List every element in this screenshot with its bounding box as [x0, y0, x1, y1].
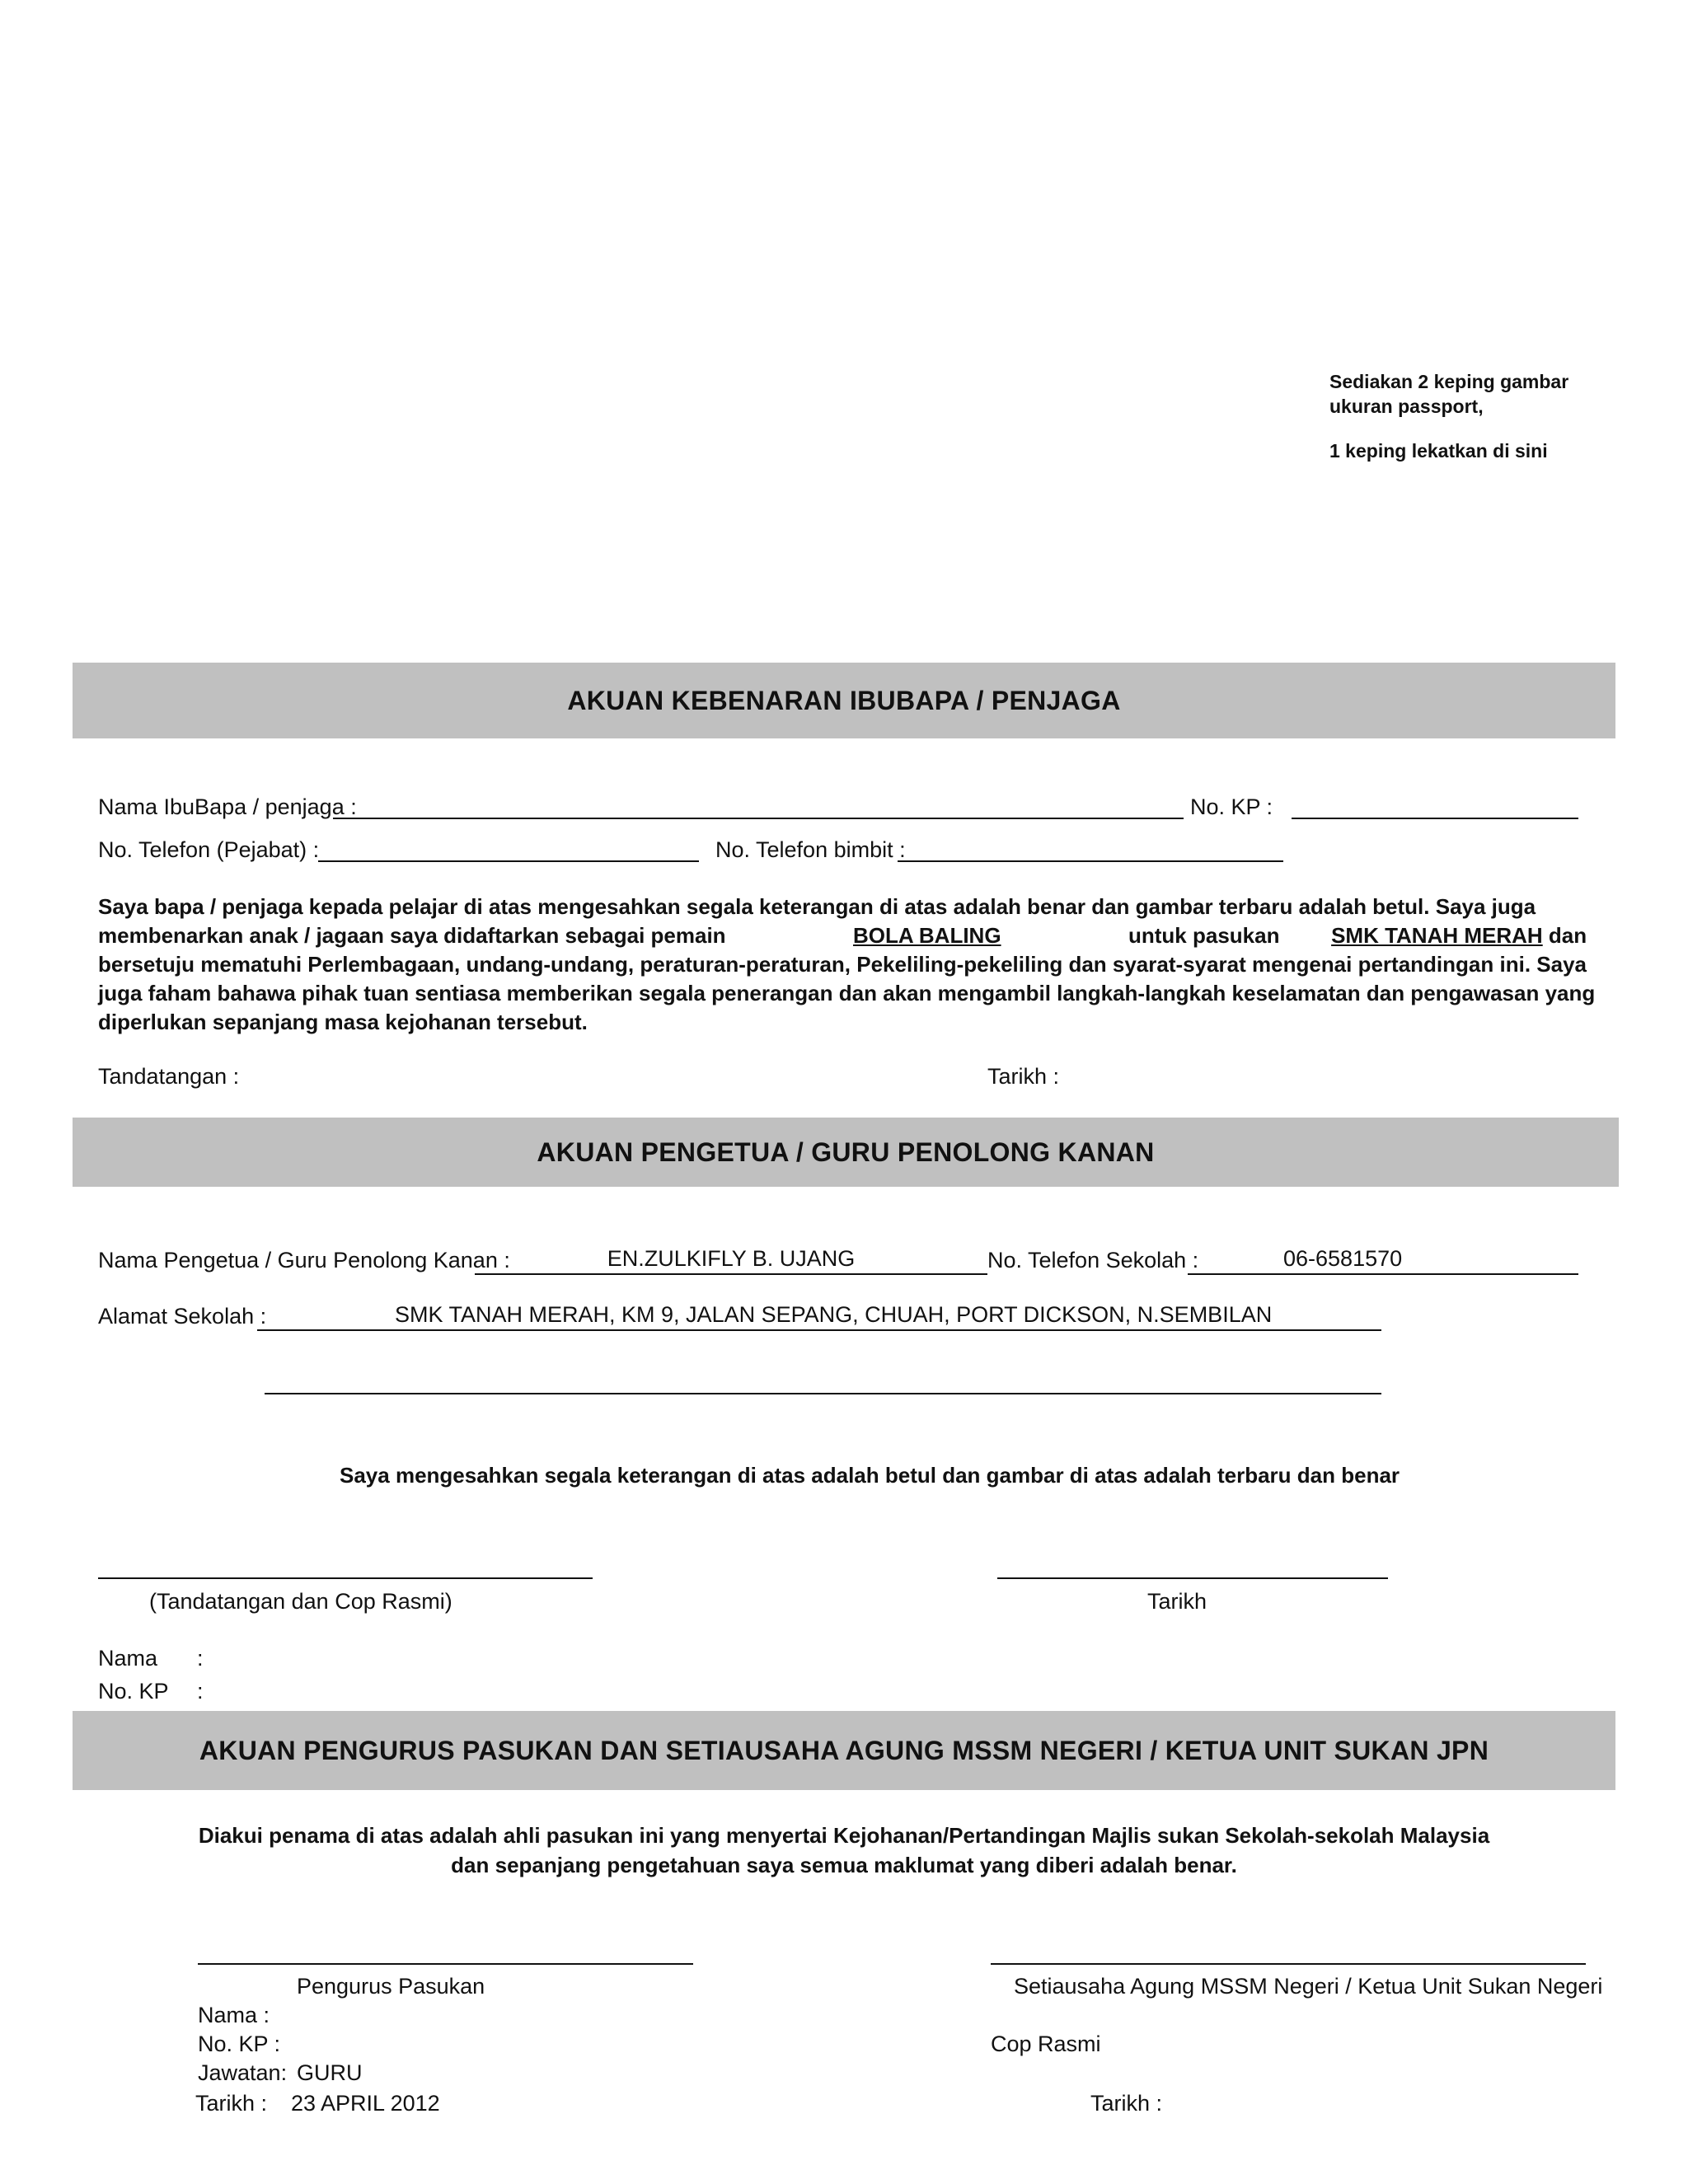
school-address-field-line2[interactable]	[265, 1393, 1381, 1394]
principal-signature-caption: (Tandatangan dan Cop Rasmi)	[149, 1589, 452, 1614]
manager-kp-label: No. KP :	[198, 2032, 281, 2056]
manager-jawatan-value: GURU	[297, 2060, 363, 2085]
section-principal-header	[73, 1118, 1619, 1187]
parent-ic-label: No. KP :	[1190, 794, 1273, 819]
principal-nama-label: Nama	[98, 1646, 158, 1671]
manager-jawatan-label: Jawatan:	[198, 2060, 288, 2085]
principal-kp-colon: :	[197, 1679, 204, 1704]
parent-consent-statement	[98, 893, 1606, 1037]
consent-text-part3: dan bersetuju mematuhi Perlembagaan, undang-undang, peraturan-peraturan, Pekeliling-pekeliling dan syarat-syarat mengenai pertandingan ini. Saya juga faham bahawa pihak tuan sentiasa memberikan segala penerangan dan akan mengambil langkah-langkah keselamatan dan pengawasan yang diperlukan sepanjang masa kejohanan tersebut.	[98, 923, 1596, 1034]
manager-tarikh-value: 23 APRIL 2012	[291, 2091, 440, 2116]
section-team-manager-header	[73, 1711, 1615, 1790]
school-address-label: Alamat Sekolah :	[98, 1304, 267, 1329]
consent-text-part2: untuk pasukan	[1122, 923, 1286, 948]
team-manager-statement-line1: Diakui penama di atas adalah ahli pasukan ini yang menyertai Kejohanan/Pertandingan Majlis sukan Sekolah-sekolah Malaysia	[198, 1823, 1490, 1848]
school-phone-field[interactable]	[1188, 1247, 1578, 1275]
principal-date-line[interactable]	[997, 1577, 1388, 1579]
school-address-field[interactable]	[257, 1303, 1381, 1331]
principal-name-label: Nama Pengetua / Guru Penolong Kanan :	[98, 1248, 510, 1272]
team-manager-statement-line2: dan sepanjang pengetahuan saya semua maklumat yang diberi adalah benar.	[451, 1853, 1237, 1877]
school-address-value: SMK TANAH MERAH, KM 9, JALAN SEPANG, CHUAH, PORT DICKSON, N.SEMBILAN	[395, 1302, 1273, 1327]
section-team-manager-title: AKUAN PENGURUS PASUKAN DAN SETIAUSAHA AGUNG MSSM NEGERI / KETUA UNIT SUKAN JPN	[199, 1735, 1489, 1765]
consent-text-part1: Saya bapa / penjaga kepada pelajar di atas mengesahkan segala keterangan di atas adalah benar dan gambar terbaru adalah betul. Saya juga membenarkan anak / jagaan saya didaftarkan sebagai pemain	[98, 894, 1536, 948]
team-manager-statement	[73, 1821, 1615, 1880]
parent-ic-field[interactable]	[1292, 818, 1578, 819]
section-parent-consent-title: AKUAN KEBENARAN IBUBAPA / PENJAGA	[567, 685, 1121, 715]
tarikh-row-clipped	[190, 2090, 1179, 2116]
school-phone-value: 06-6581570	[1283, 1246, 1403, 1271]
parent-name-field[interactable]	[333, 818, 1184, 819]
photo-note-line3: 1 keping lekatkan di sini	[1329, 440, 1548, 462]
secretary-caption: Setiausaha Agung MSSM Negeri / Ketua Unit Sukan Negeri	[1014, 1974, 1603, 1999]
photo-instruction	[1329, 369, 1568, 463]
office-phone-label: No. Telefon (Pejabat) :	[98, 837, 320, 862]
section-parent-consent-header	[73, 663, 1615, 738]
secretary-tarikh-label: Tarikh :	[1090, 2091, 1163, 2116]
school-phone-label: No. Telefon Sekolah :	[987, 1248, 1199, 1272]
secretary-signature-line[interactable]	[991, 1963, 1586, 1965]
principal-signature-line[interactable]	[98, 1577, 593, 1579]
mobile-phone-field[interactable]	[898, 860, 1283, 862]
manager-nama-label: Nama :	[198, 2003, 270, 2027]
signature-row-clipped	[91, 1062, 1080, 1089]
principal-nama-colon: :	[197, 1646, 204, 1671]
team-value: SMK TANAH MERAH	[1331, 923, 1543, 948]
sport-value: BOLA BALING	[852, 923, 1001, 948]
manager-tarikh-label: Tarikh :	[195, 2091, 268, 2116]
principal-date-caption: Tarikh	[1147, 1589, 1207, 1614]
parent-signature-label: Tandatangan :	[98, 1064, 240, 1089]
photo-note-line2: ukuran passport,	[1329, 396, 1484, 417]
principal-statement: Saya mengesahkan segala keterangan di atas adalah betul dan gambar di atas adalah terbaru dan benar	[340, 1463, 1400, 1488]
section-principal-title: AKUAN PENGETUA / GURU PENOLONG KANAN	[537, 1137, 1155, 1167]
manager-caption: Pengurus Pasukan	[297, 1974, 485, 1999]
cop-rasmi-label: Cop Rasmi	[991, 2032, 1101, 2056]
principal-kp-label: No. KP	[98, 1679, 169, 1704]
mobile-phone-label: No. Telefon bimbit :	[715, 837, 906, 862]
principal-kp-row-clipped	[91, 1678, 338, 1704]
parent-name-label: Nama IbuBapa / penjaga :	[98, 794, 357, 819]
office-phone-field[interactable]	[318, 860, 699, 862]
principal-name-field[interactable]: EN.ZULKIFLY B. UJANG	[475, 1247, 987, 1275]
parent-date-label: Tarikh :	[987, 1064, 1060, 1089]
photo-note-line1: Sediakan 2 keping gambar	[1329, 371, 1569, 392]
manager-signature-line[interactable]	[198, 1963, 693, 1965]
